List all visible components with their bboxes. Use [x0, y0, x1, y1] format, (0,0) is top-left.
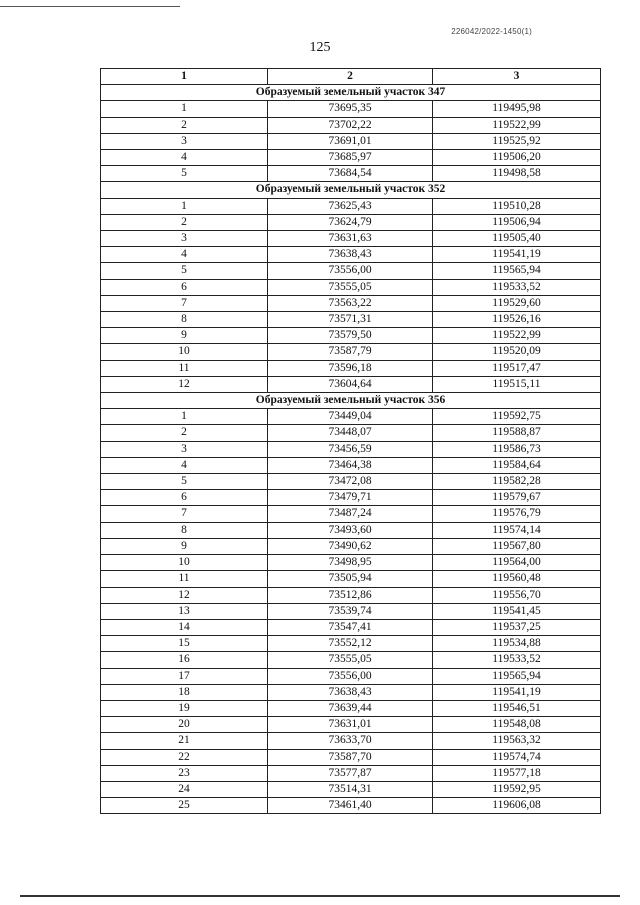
table-row: [101, 328, 601, 344]
point-number: 16: [101, 652, 268, 668]
point-number: 2: [101, 117, 268, 133]
point-number: 20: [101, 717, 268, 733]
table-row: [101, 295, 601, 311]
section-header-row: [101, 85, 601, 101]
table-row: [101, 668, 601, 684]
x-coordinate: 73498,95: [268, 555, 433, 571]
table-row: [101, 684, 601, 700]
y-coordinate: 119579,67: [433, 490, 601, 506]
point-number: 9: [101, 328, 268, 344]
table-row: [101, 798, 601, 814]
y-coordinate: 119567,80: [433, 538, 601, 554]
point-number: 2: [101, 214, 268, 230]
x-coordinate: 73464,38: [268, 457, 433, 473]
x-coordinate: 73685,97: [268, 150, 433, 166]
point-number: 11: [101, 360, 268, 376]
x-coordinate: 73624,79: [268, 214, 433, 230]
point-number: 21: [101, 733, 268, 749]
point-number: 11: [101, 571, 268, 587]
x-coordinate: 73631,63: [268, 231, 433, 247]
y-coordinate: 119574,74: [433, 749, 601, 765]
y-coordinate: 119506,20: [433, 150, 601, 166]
x-coordinate: 73587,70: [268, 749, 433, 765]
table-row: [101, 457, 601, 473]
x-coordinate: 73552,12: [268, 636, 433, 652]
point-number: 24: [101, 781, 268, 797]
x-coordinate: 73539,74: [268, 603, 433, 619]
y-coordinate: 119574,14: [433, 522, 601, 538]
column-header-3: 3: [433, 69, 601, 85]
point-number: 3: [101, 133, 268, 149]
table-row: [101, 376, 601, 392]
y-coordinate: 119565,94: [433, 263, 601, 279]
x-coordinate: 73702,22: [268, 117, 433, 133]
x-coordinate: 73604,64: [268, 376, 433, 392]
point-number: 25: [101, 798, 268, 814]
table-row: [101, 555, 601, 571]
y-coordinate: 119495,98: [433, 101, 601, 117]
y-coordinate: 119584,64: [433, 457, 601, 473]
point-number: 15: [101, 636, 268, 652]
y-coordinate: 119498,58: [433, 166, 601, 182]
table-row: [101, 571, 601, 587]
table-row: [101, 619, 601, 635]
point-number: 7: [101, 295, 268, 311]
y-coordinate: 119534,88: [433, 636, 601, 652]
y-coordinate: 119541,19: [433, 247, 601, 263]
x-coordinate: 73472,08: [268, 474, 433, 490]
y-coordinate: 119546,51: [433, 700, 601, 716]
point-number: 1: [101, 409, 268, 425]
table-row: [101, 700, 601, 716]
y-coordinate: 119510,28: [433, 198, 601, 214]
y-coordinate: 119576,79: [433, 506, 601, 522]
page-number: 125: [309, 40, 331, 55]
table-header-row: [101, 69, 601, 85]
y-coordinate: 119525,92: [433, 133, 601, 149]
table-row: [101, 506, 601, 522]
point-number: 6: [101, 279, 268, 295]
x-coordinate: 73684,54: [268, 166, 433, 182]
x-coordinate: 73556,00: [268, 263, 433, 279]
table-row: [101, 425, 601, 441]
table-row: [101, 490, 601, 506]
x-coordinate: 73479,71: [268, 490, 433, 506]
point-number: 4: [101, 247, 268, 263]
x-coordinate: 73448,07: [268, 425, 433, 441]
table-row: [101, 409, 601, 425]
y-coordinate: 119517,47: [433, 360, 601, 376]
table-row: [101, 781, 601, 797]
y-coordinate: 119606,08: [433, 798, 601, 814]
x-coordinate: 73505,94: [268, 571, 433, 587]
point-number: 5: [101, 166, 268, 182]
y-coordinate: 119537,25: [433, 619, 601, 635]
x-coordinate: 73456,59: [268, 441, 433, 457]
point-number: 9: [101, 538, 268, 554]
point-number: 10: [101, 555, 268, 571]
table-row: [101, 117, 601, 133]
table-row: [101, 733, 601, 749]
table-row: [101, 587, 601, 603]
x-coordinate: 73555,05: [268, 652, 433, 668]
y-coordinate: 119565,94: [433, 668, 601, 684]
y-coordinate: 119556,70: [433, 587, 601, 603]
table-row: [101, 603, 601, 619]
y-coordinate: 119548,08: [433, 717, 601, 733]
y-coordinate: 119522,99: [433, 117, 601, 133]
y-coordinate: 119560,48: [433, 571, 601, 587]
column-header-2: 2: [268, 69, 433, 85]
x-coordinate: 73547,41: [268, 619, 433, 635]
x-coordinate: 73571,31: [268, 312, 433, 328]
point-number: 18: [101, 684, 268, 700]
x-coordinate: 73596,18: [268, 360, 433, 376]
y-coordinate: 119533,52: [433, 279, 601, 295]
y-coordinate: 119505,40: [433, 231, 601, 247]
y-coordinate: 119529,60: [433, 295, 601, 311]
y-coordinate: 119563,32: [433, 733, 601, 749]
table-body: [101, 85, 601, 814]
point-number: 1: [101, 198, 268, 214]
x-coordinate: 73487,24: [268, 506, 433, 522]
point-number: 23: [101, 765, 268, 781]
table-row: [101, 441, 601, 457]
point-number: 8: [101, 522, 268, 538]
table-row: [101, 344, 601, 360]
column-header-1: 1: [101, 69, 268, 85]
top-rule: [0, 6, 180, 7]
y-coordinate: 119541,19: [433, 684, 601, 700]
bottom-rule: [20, 895, 620, 897]
point-number: 22: [101, 749, 268, 765]
table-row: [101, 166, 601, 182]
x-coordinate: 73625,43: [268, 198, 433, 214]
section-title: Образуемый земельный участок 347: [101, 85, 601, 101]
x-coordinate: 73587,79: [268, 344, 433, 360]
point-number: 12: [101, 587, 268, 603]
point-number: 8: [101, 312, 268, 328]
table-row: [101, 279, 601, 295]
x-coordinate: 73579,50: [268, 328, 433, 344]
x-coordinate: 73631,01: [268, 717, 433, 733]
document-id: 226042/2022-1450(1): [451, 27, 532, 36]
x-coordinate: 73461,40: [268, 798, 433, 814]
y-coordinate: 119592,95: [433, 781, 601, 797]
y-coordinate: 119588,87: [433, 425, 601, 441]
point-number: 4: [101, 150, 268, 166]
x-coordinate: 73512,86: [268, 587, 433, 603]
x-coordinate: 73490,62: [268, 538, 433, 554]
table-row: [101, 360, 601, 376]
x-coordinate: 73493,60: [268, 522, 433, 538]
x-coordinate: 73555,05: [268, 279, 433, 295]
point-number: 12: [101, 376, 268, 392]
table-row: [101, 652, 601, 668]
table-row: [101, 749, 601, 765]
table-row: [101, 133, 601, 149]
table-row: [101, 101, 601, 117]
point-number: 13: [101, 603, 268, 619]
y-coordinate: 119522,99: [433, 328, 601, 344]
section-header-row: [101, 182, 601, 198]
x-coordinate: 73577,87: [268, 765, 433, 781]
y-coordinate: 119586,73: [433, 441, 601, 457]
x-coordinate: 73563,22: [268, 295, 433, 311]
section-title: Образуемый земельный участок 356: [101, 393, 601, 409]
table-row: [101, 150, 601, 166]
table-row: [101, 538, 601, 554]
point-number: 1: [101, 101, 268, 117]
section-header-row: [101, 393, 601, 409]
y-coordinate: 119515,11: [433, 376, 601, 392]
table-row: [101, 474, 601, 490]
y-coordinate: 119582,28: [433, 474, 601, 490]
point-number: 6: [101, 490, 268, 506]
point-number: 3: [101, 231, 268, 247]
x-coordinate: 73638,43: [268, 247, 433, 263]
x-coordinate: 73691,01: [268, 133, 433, 149]
x-coordinate: 73514,31: [268, 781, 433, 797]
table-row: [101, 522, 601, 538]
point-number: 17: [101, 668, 268, 684]
table-row: [101, 636, 601, 652]
point-number: 2: [101, 425, 268, 441]
y-coordinate: 119541,45: [433, 603, 601, 619]
y-coordinate: 119506,94: [433, 214, 601, 230]
y-coordinate: 119564,00: [433, 555, 601, 571]
table-row: [101, 247, 601, 263]
point-number: 3: [101, 441, 268, 457]
table-row: [101, 717, 601, 733]
x-coordinate: 73556,00: [268, 668, 433, 684]
point-number: 7: [101, 506, 268, 522]
table-row: [101, 765, 601, 781]
table-row: [101, 231, 601, 247]
point-number: 14: [101, 619, 268, 635]
x-coordinate: 73633,70: [268, 733, 433, 749]
x-coordinate: 73638,43: [268, 684, 433, 700]
y-coordinate: 119592,75: [433, 409, 601, 425]
table-row: [101, 312, 601, 328]
table-row: [101, 198, 601, 214]
point-number: 10: [101, 344, 268, 360]
x-coordinate: 73449,04: [268, 409, 433, 425]
y-coordinate: 119520,09: [433, 344, 601, 360]
x-coordinate: 73639,44: [268, 700, 433, 716]
coordinates-table: [100, 68, 601, 814]
section-title: Образуемый земельный участок 352: [101, 182, 601, 198]
y-coordinate: 119533,52: [433, 652, 601, 668]
y-coordinate: 119577,18: [433, 765, 601, 781]
point-number: 4: [101, 457, 268, 473]
point-number: 5: [101, 474, 268, 490]
point-number: 5: [101, 263, 268, 279]
point-number: 19: [101, 700, 268, 716]
table-row: [101, 263, 601, 279]
y-coordinate: 119526,16: [433, 312, 601, 328]
x-coordinate: 73695,35: [268, 101, 433, 117]
table-row: [101, 214, 601, 230]
